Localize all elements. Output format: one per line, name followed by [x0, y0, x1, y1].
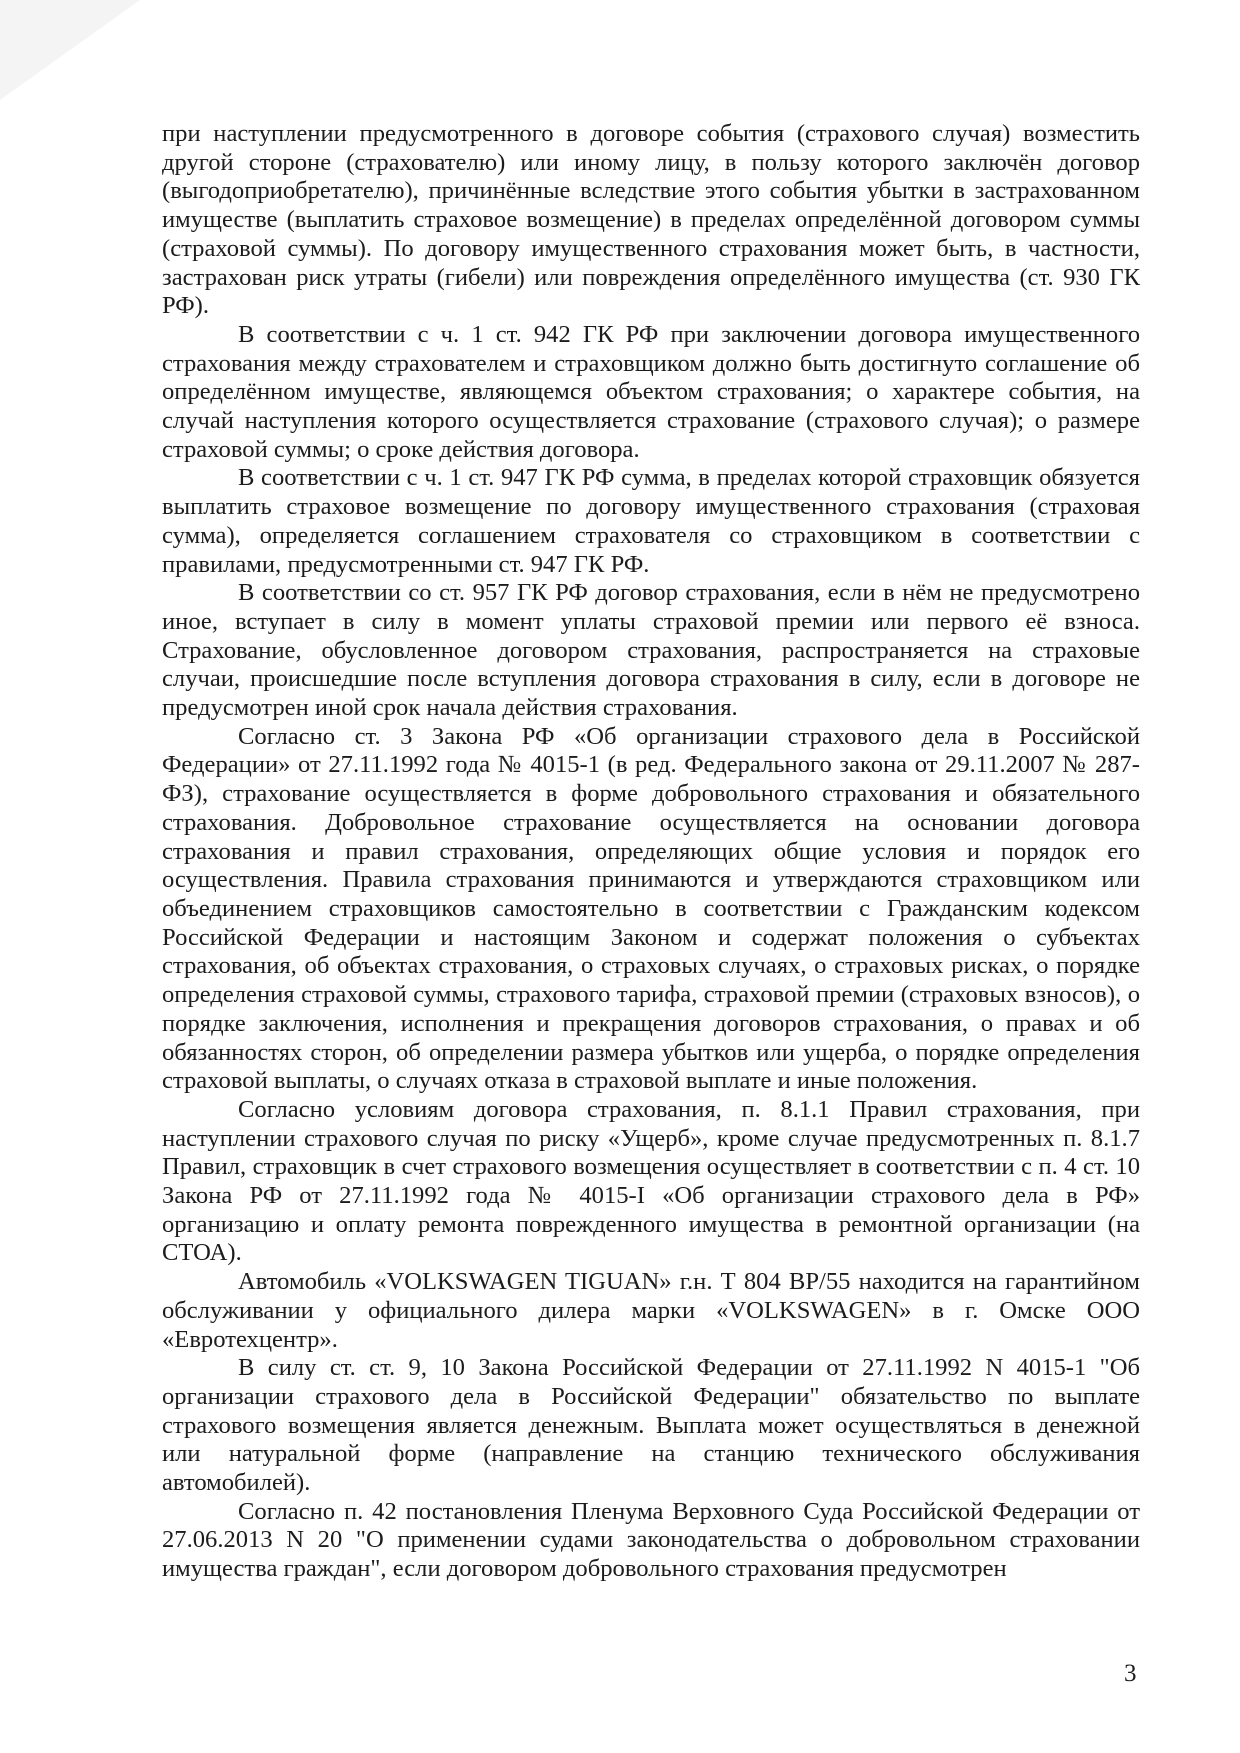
paragraph-vehicle-warranty: Автомобиль «VOLKSWAGEN TIGUAN» г.н. Т 804 ВР/55 находится на гарантийном обслуживании у официального дилера марки «VOLKSWAGEN» в г. Омске ООО «Евротехцентр». [162, 1268, 1140, 1353]
paragraph-art-947: В соответствии с ч. 1 ст. 947 ГК РФ сумма, в пределах которой страховщик обязуется выплатить страховое возмещение по договору имущественного страхования (страховая сумма), определяется соглашением страхователя со страховщиком в соответствии с правилами, предусмотренными ст. 947 ГК РФ. [162, 464, 1140, 578]
paragraph-law-4015-1-art-3: Согласно ст. 3 Закона РФ «Об организации страхового дела в Российской Федерации» от 27.11.1992 года № 4015-1 (в ред. Федерального закона от 29.11.2007 № 287-ФЗ), страхование осуществляется в форме добровольного страхования и обязательного страхования. Добровольное страхование осуществляется на основании договора страхования и правил страхования, определяющих общие условия и порядок его осуществления. Правила страхования принимаются и утверждаются страховщиком или объединением страховщиков самостоятельно в соответствии с Гражданским кодексом Российской Федерации и настоящим Законом и содержат положения о субъектах страхования, об объектах страхования, о страховых случаях, о страховых рисках, о порядке определения страховой суммы, страхового тарифа, страховой премии (страховых взносов), о порядке заключения, исполнения и прекращения договоров страхования, о правах и об обязанностях сторон, об определении размера убытков или ущерба, о порядке определения страховой выплаты, о случаях отказа в страховой выплате и иные положения. [162, 722, 1140, 1095]
paragraph-art-957: В соответствии со ст. 957 ГК РФ договор страхования, если в нём не предусмотрено иное, вступает в силу в момент уплаты страховой премии или первого её взноса. Страхование, обусловленное договором страхования, распространяется на страховые случаи, происшедшие после вступления договора страхования в силу, если в договоре не предусмотрен иной срок начала действия страхования. [162, 579, 1140, 722]
paragraph-insurance-rules-8-1-1: Согласно условиям договора страхования, п. 8.1.1 Правил страхования, при наступлении страхового случая по риску «Ущерб», кроме случае предусмотренных п. 8.1.7 Правил, страховщик в счет страхового возмещения осуществляет в соответствии с п. 4 ст. 10 Закона РФ от 27.11.1992 года № 4015-I «Об организации страхового дела в РФ» организацию и оплату ремонта поврежденного имущества в ремонтной организации (на СТОА). [162, 1095, 1140, 1267]
scan-corner-fold [0, 0, 140, 100]
paragraph-art-942: В соответствии с ч. 1 ст. 942 ГК РФ при заключении договора имущественного страхования между страхователем и страховщиком должно быть достигнуто соглашение об определённом имуществе, являющемся объектом страхования; о характере события, на случай наступления которого осуществляется страхование (страхового случая); о размере страховой суммы; о сроке действия договора. [162, 320, 1140, 463]
paragraph-plenum-resolution-42: Согласно п. 42 постановления Пленума Верховного Суда Российской Федерации от 27.06.2013 N 20 "О применении судами законодательства о добровольном страховании имущества граждан", если договором добровольного страхования предусмотрен [162, 1497, 1140, 1583]
paragraph-insurance-contract-definition: при наступлении предусмотренного в договоре события (страхового случая) возместить другой стороне (страхователю) или иному лицу, в пользу которого заключён договор (выгодоприобретателю), причинённые вследствие этого события убытки в застрахованном имуществе (выплатить страховое возмещение) в пределах определённой договором суммы (страховой суммы). По договору имущественного страхования может быть, в частности, застрахован риск утраты (гибели) или повреждения определённого имущества (ст. 930 ГК РФ). [162, 120, 1140, 320]
document-body [162, 120, 1140, 1584]
paragraph-law-arts-9-10: В силу ст. ст. 9, 10 Закона Российской Федерации от 27.11.1992 N 4015-1 "Об организации страхового дела в Российской Федерации" обязательство по выплате страхового возмещения является денежным. Выплата может осуществляться в денежной или натуральной форме (направление на станцию технического обслуживания автомобилей). [162, 1354, 1140, 1497]
page-number: 3 [1124, 1660, 1137, 1687]
